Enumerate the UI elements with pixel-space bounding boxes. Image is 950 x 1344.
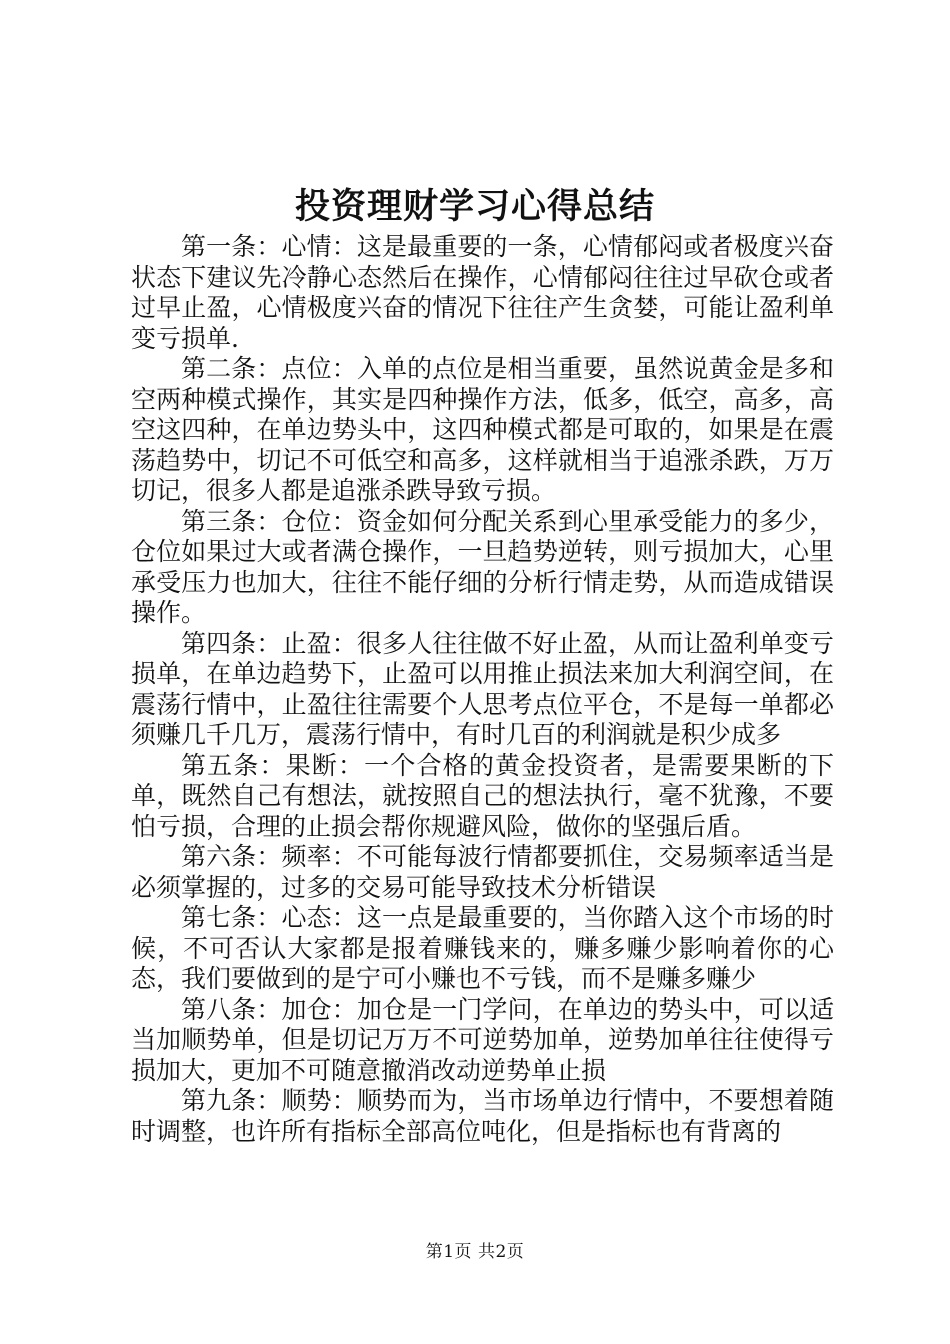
paragraph-5-decisiveness: 第五条：果断：一个合格的黄金投资者，是需要果断的下单，既然自己有想法，就按照自己的想法执行，毫不犹豫，不要怕亏损，合理的止损会帮你规避风险，做你的坚强后盾。 (131, 750, 834, 841)
page-number-footer: 第1页 共2页 (425, 1242, 525, 1262)
paragraph-8-adding-position: 第八条：加仓：加仓是一门学问，在单边的势头中，可以适当加顺势单，但是切记万万不可逆势加单，逆势加单往往使得亏损加大，更加不可随意撤消改动逆势单止损 (131, 994, 834, 1085)
document-body (131, 232, 834, 1147)
paragraph-4-take-profit: 第四条：止盈：很多人往往做不好止盈，从而让盈利单变亏损单，在单边趋势下，止盈可以用推止损法来加大利润空间，在震荡行情中，止盈往往需要个人思考点位平仓，不是每一单都必须赚几千几万，震荡行情中，有时几百的利润就是积少成多 (131, 628, 834, 749)
paragraph-1-mood: 第一条：心情：这是最重要的一条，心情郁闷或者极度兴奋状态下建议先冷静心态然后在操作，心情郁闷往往过早砍仓或者过早止盈，心情极度兴奋的情况下往往产生贪婪，可能让盈利单变亏损单. (131, 232, 834, 353)
paragraph-6-frequency: 第六条：频率：不可能每波行情都要抓住，交易频率适当是必须掌握的，过多的交易可能导致技术分析错误 (131, 842, 834, 902)
paragraph-9-follow-trend: 第九条：顺势：顺势而为，当市场单边行情中，不要想着随时调整，也许所有指标全部高位吨化，但是指标也有背离的 (131, 1086, 834, 1146)
paragraph-2-entry-point: 第二条：点位：入单的点位是相当重要，虽然说黄金是多和空两种模式操作，其实是四种操作方法，低多，低空，高多，高空这四种，在单边势头中，这四种模式都是可取的，如果是在震荡趋势中，切记不可低空和高多，这样就相当于追涨杀跌，万万切记，很多人都是追涨杀跌导致亏损。 (131, 354, 834, 505)
paragraph-7-mindset: 第七条：心态：这一点是最重要的，当你踏入这个市场的时候，不可否认大家都是报着赚钱来的，赚多赚少影响着你的心态，我们要做到的是宁可小赚也不亏钱，而不是赚多赚少 (131, 903, 834, 993)
paragraph-3-position-size: 第三条：仓位：资金如何分配关系到心里承受能力的多少，仓位如果过大或者满仓操作，一旦趋势逆转，则亏损加大，心里承受压力也加大，往往不能仔细的分析行情走势，从而造成错误操作。 (131, 506, 834, 627)
document-title: 投资理财学习心得总结 (294, 186, 655, 227)
